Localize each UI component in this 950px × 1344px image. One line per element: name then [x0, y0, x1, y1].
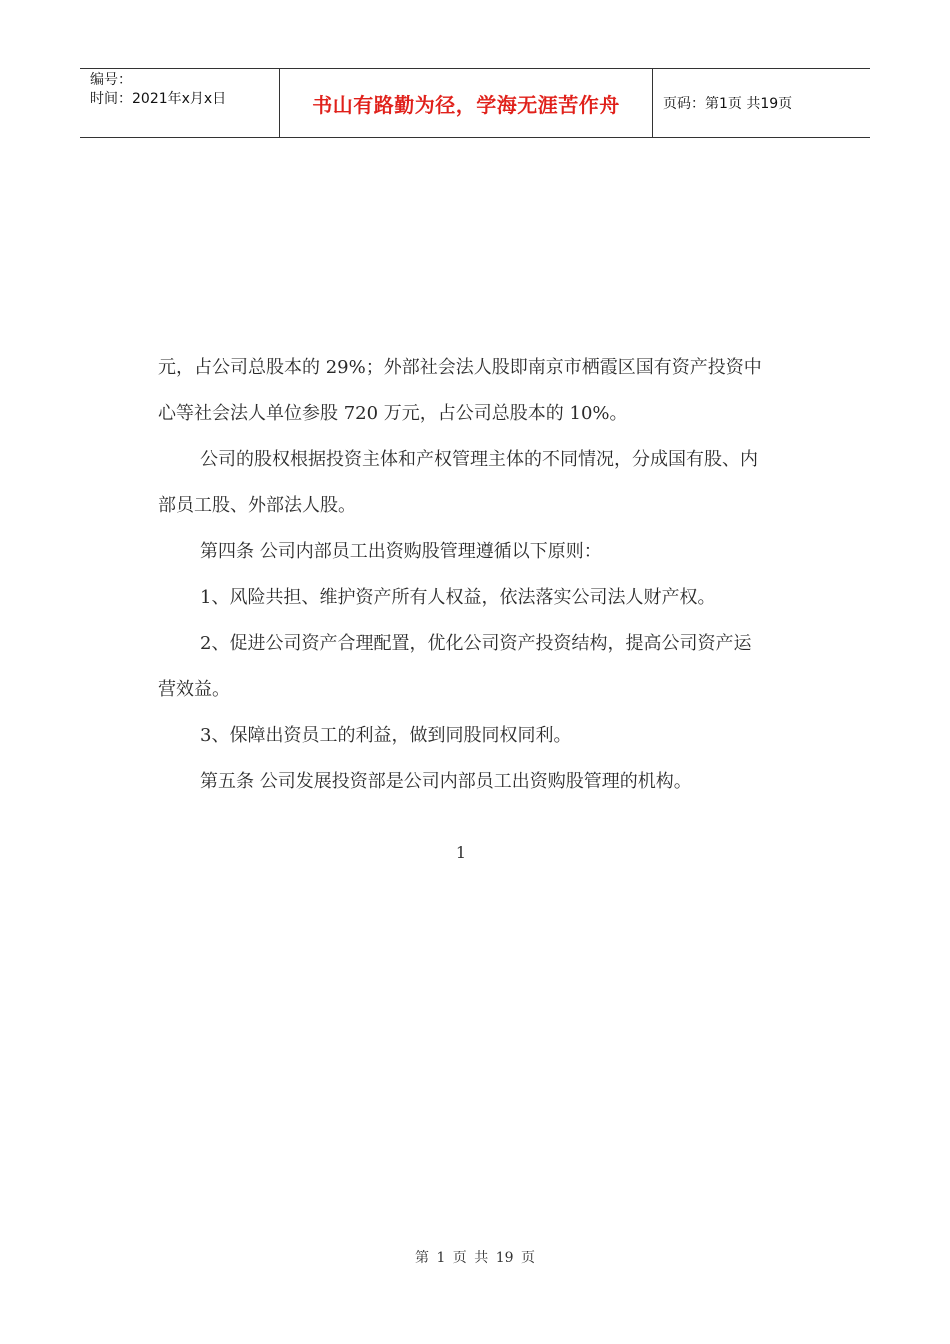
- list-item: 2、促进公司资产合理配置，优化公司资产投资结构，提高公司资产运营效益。: [158, 633, 752, 700]
- header-meta-cell: [80, 69, 280, 137]
- page-footer: 第 1 页 共 19 页: [415, 1250, 535, 1266]
- page-number: 1: [455, 843, 467, 862]
- paragraph: 元，占公司总股本的 29%；外部社会法人股即南京市栖霞区国有资产投资中心等社会法人单位参股 720 万元，占公司总股本的 10%。: [158, 357, 762, 424]
- article-heading: 第四条 公司内部员工出资购股管理遵循以下原则：: [200, 541, 602, 562]
- document-body: [158, 345, 768, 805]
- list-item: 1、风险共担、维护资产所有人权益，依法落实公司法人财产权。: [200, 587, 716, 608]
- document-number-label: 编号：: [90, 72, 132, 88]
- document-header: [80, 68, 870, 138]
- paragraph: 公司的股权根据投资主体和产权管理主体的不同情况，分成国有股、内部员工股、外部法人股。: [158, 449, 758, 516]
- list-item: 3、保障出资员工的利益，做到同股同权同利。: [200, 725, 572, 746]
- document-date-label: 时间：2021年x月x日: [90, 91, 227, 107]
- article-heading: 第五条 公司发展投资部是公司内部员工出资购股管理的机构。: [200, 771, 692, 792]
- header-page-info: 页码：第1页 共19页: [663, 96, 793, 112]
- header-motto: 书山有路勤为径，学海无涯苦作舟: [280, 69, 653, 137]
